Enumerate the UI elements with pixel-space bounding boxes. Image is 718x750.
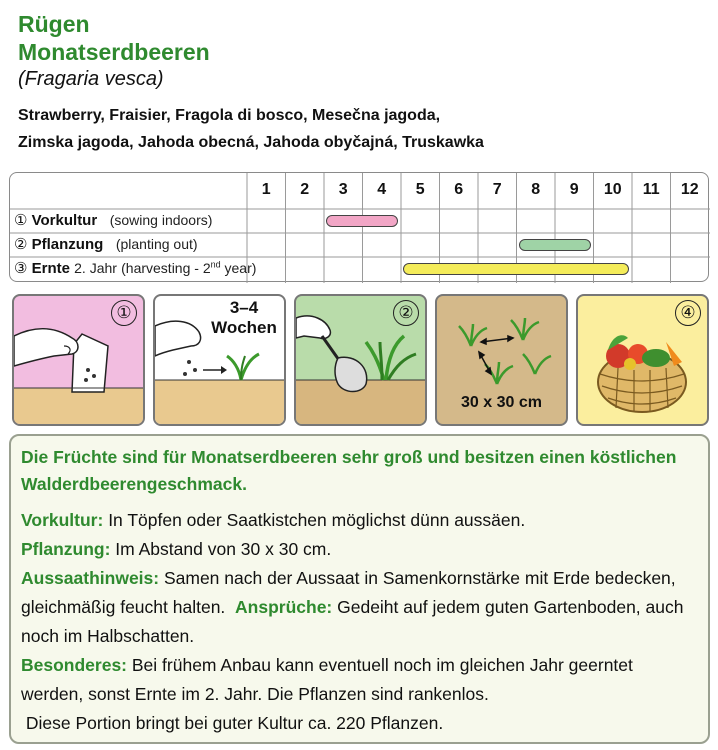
common-names — [18, 102, 484, 156]
title-line-1: Rügen — [18, 11, 90, 37]
month-5: 5 — [415, 181, 425, 198]
vorkultur-bar — [326, 215, 398, 227]
month-6: 6 — [454, 181, 464, 198]
label-ernte: Ernte — [31, 260, 70, 277]
month-11: 11 — [642, 181, 660, 198]
ansprueche-text: Gedeiht auf jedem guten Gartenboden, auch noch im Halbschatten. — [21, 597, 684, 646]
vorkultur-text: In Töpfen oder Saatkistchen möglichst dünn aussäen. — [103, 510, 526, 530]
month-8: 8 — [531, 181, 541, 198]
month-4: 4 — [377, 181, 387, 198]
month-10: 10 — [603, 181, 622, 198]
panel-harvest — [576, 294, 709, 426]
month-9: 9 — [569, 181, 579, 198]
panel-sowing — [12, 294, 145, 426]
row-label-vorkultur — [14, 211, 212, 229]
pflanzung-paragraph — [21, 535, 698, 564]
step-4-icon: ④ — [675, 300, 701, 326]
latin-name: (Fragaria vesca) — [18, 68, 164, 90]
pflanzung-bar — [519, 239, 591, 251]
description-box — [9, 434, 710, 744]
month-1: 1 — [261, 181, 271, 198]
marker-3: ③ — [14, 260, 28, 277]
row-label-ernte — [14, 259, 256, 277]
pflanzung-label: Pflanzung: — [21, 539, 111, 559]
spacing-label: 30 x 30 cm — [461, 394, 542, 411]
product-title — [18, 10, 210, 66]
panel-spacing — [435, 294, 568, 426]
panel-planting — [294, 294, 427, 426]
portion-paragraph: Diese Portion bringt bei guter Kultur ca. 220 Pflanzen. — [21, 713, 444, 733]
weeks-label: 3–4 Wochen — [211, 298, 277, 337]
month-7: 7 — [492, 181, 502, 198]
aussaat-label: Aussaathinweis: — [21, 568, 160, 588]
month-12: 12 — [680, 181, 699, 198]
label-year-2: 2. Jahr — [74, 260, 117, 276]
step-1-icon: ① — [111, 300, 137, 326]
besonderes-text: Bei frühem Anbau kann eventuell noch im gleichen Jahr geerntet werden, sonst Ernte im 2. Jahr. Die Pflanzen sind rankenlos. — [21, 655, 633, 704]
intro-text: Die Früchte sind für Monatserdbeeren sehr groß und besitzen einen köstlichen Walderdbeerengeschmack. — [21, 447, 677, 494]
common-names-line-2: Zimska jagoda, Jahoda obecná, Jahoda obyčajná, Truskawka — [18, 134, 484, 151]
row-label-pflanzung — [14, 235, 198, 253]
label-sowing-indoors: (sowing indoors) — [109, 212, 213, 228]
aussaat-text: Samen nach der Aussaat in Samenkornstärke mit Erde bedecken, gleichmäßig feucht halten. — [21, 568, 681, 617]
vorkultur-label: Vorkultur: — [21, 510, 104, 530]
besonderes-paragraph — [21, 651, 698, 709]
month-3: 3 — [338, 181, 348, 198]
common-names-line-1: Strawberry, Fraisier, Fragola di bosco, Mesečna jagoda, — [18, 107, 441, 124]
marker-1: ① — [14, 212, 28, 229]
label-pflanzung: Pflanzung — [31, 236, 104, 253]
title-line-2: Monatserdbeeren — [18, 39, 210, 65]
month-2: 2 — [300, 181, 310, 198]
sowing-calendar — [9, 172, 709, 282]
ansprueche-label: Ansprüche: — [235, 597, 333, 617]
step-2-icon: ② — [393, 300, 419, 326]
besonderes-label: Besonderes: — [21, 655, 128, 675]
aussaat-paragraph — [21, 564, 698, 651]
vorkultur-paragraph — [21, 506, 698, 535]
panel-germination — [153, 294, 286, 426]
pflanzung-text: Im Abstand von 30 x 30 cm. — [110, 539, 332, 559]
label-vorkultur: Vorkultur — [31, 212, 98, 229]
label-planting-out: (planting out) — [115, 236, 198, 252]
ernte-bar — [403, 263, 629, 275]
label-harvesting: (harvesting - 2nd year) — [121, 259, 257, 276]
marker-2: ② — [14, 236, 28, 253]
